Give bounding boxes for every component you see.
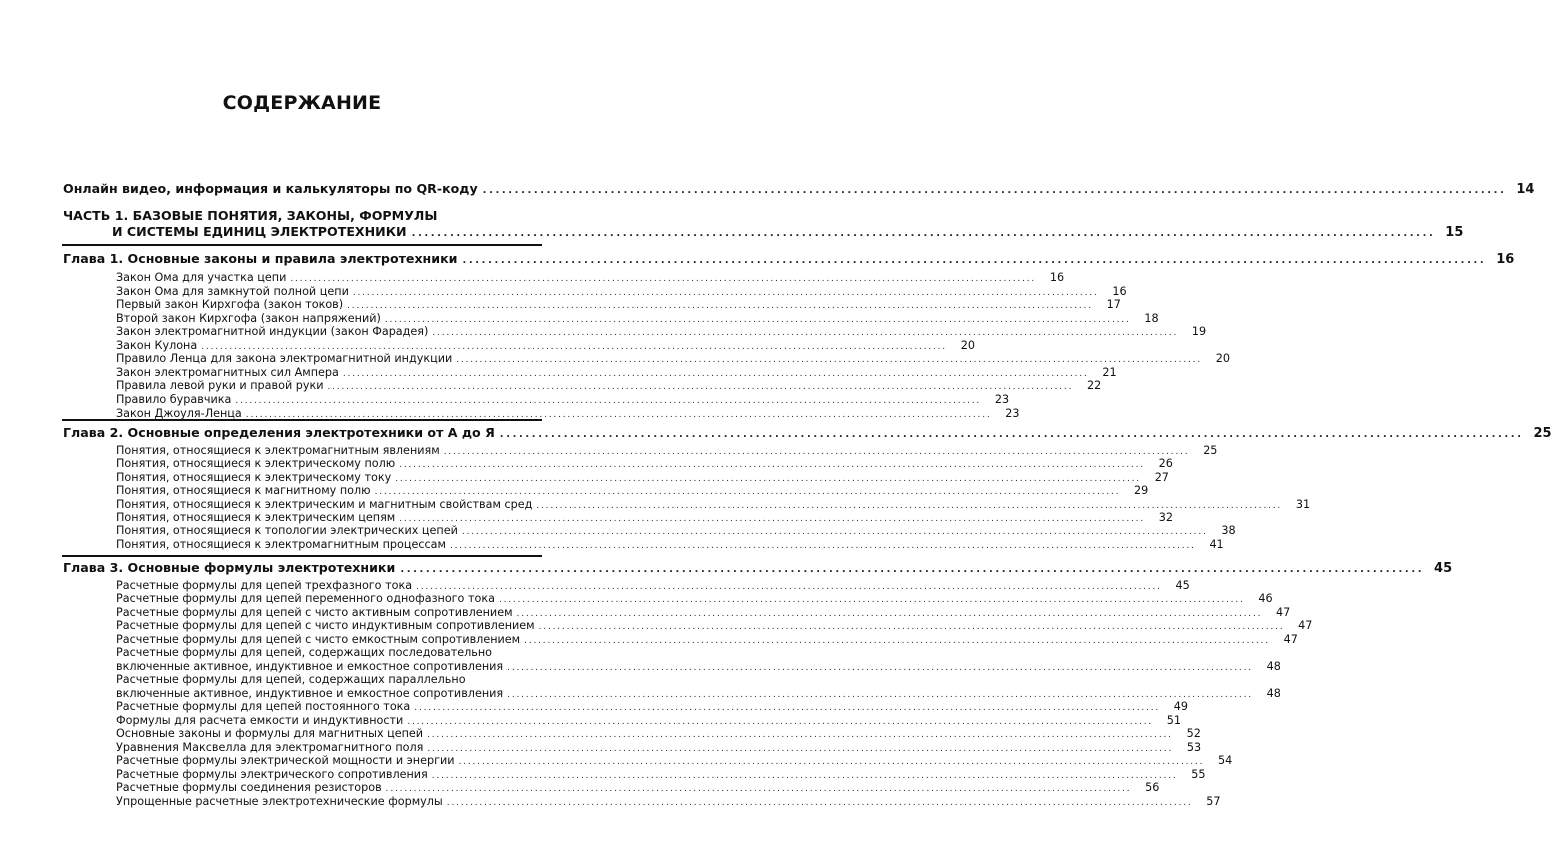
toc-item-label: Правило Ленца для закона электромагнитной индукции	[116, 352, 453, 366]
dot-leader: ................................................................................................................................................................	[290, 274, 1037, 284]
toc-item-label: Понятия, относящиеся к электрическим и магнитным свойствам сред	[116, 497, 533, 511]
chapter-page: 16	[1496, 252, 1515, 267]
dot-leader: ................................................................................................................................................................	[446, 797, 1193, 808]
toc-item[interactable]	[116, 740, 1202, 754]
toc-item-label: Формулы для расчета емкости и индуктивности	[116, 713, 404, 727]
toc-item-page: 49	[1173, 700, 1189, 714]
toc-item[interactable]	[116, 700, 1189, 714]
toc-item-line1: Расчетные формулы для цепей, содержащих параллельно	[116, 673, 466, 687]
toc-chapter-3[interactable]	[63, 560, 1453, 576]
toc-entry-qr[interactable]	[63, 181, 1535, 197]
toc-item[interactable]	[116, 325, 1207, 339]
toc-item-page: 54	[1218, 754, 1233, 768]
toc-item-page: 16	[1049, 271, 1065, 284]
toc-item[interactable]	[116, 511, 1173, 524]
toc-item[interactable]	[116, 605, 1291, 619]
part-title-line2: И СИСТЕМЫ ЕДИНИЦ ЭЛЕКТРОТЕХНИКИ	[112, 224, 407, 239]
dot-leader: ................................................................................................................................................................	[414, 703, 1161, 714]
chapter-label: Глава 1. Основные законы и правила электротехники	[63, 251, 458, 266]
toc-item-page: 41	[1209, 537, 1224, 551]
toc-chapter-2[interactable]	[63, 425, 1552, 441]
dot-leader: ................................................................................................................................................................	[235, 395, 982, 406]
toc-part-page: 15	[1445, 225, 1464, 240]
toc-entry-label: Онлайн видео, информация и калькуляторы по QR-коду	[63, 181, 478, 196]
dot-leader: ................................................................................................................................................................	[416, 582, 1162, 592]
toc-item[interactable]	[116, 781, 1160, 795]
toc-item-page: 55	[1191, 767, 1206, 781]
dot-leader: ................................................................................................................................................................	[431, 770, 1178, 781]
dot-leader: ................................................................................................................................................................	[524, 635, 1270, 646]
dot-leader: ................................................................................................................................................................	[407, 716, 1154, 727]
toc-item-line1: Расчетные формулы для цепей, содержащих последовательно	[116, 646, 493, 660]
toc-item-label: Понятия, относящиеся к электрическому полю	[116, 457, 396, 471]
toc-item-label: включенные активное, индуктивное и емкостное сопротивления	[116, 659, 504, 673]
toc-entry-page: 14	[1516, 182, 1535, 197]
dot-leader: ................................................................................................................................................................	[384, 314, 1131, 325]
toc-item[interactable]	[116, 271, 1065, 284]
toc-item-label: Расчетные формулы для цепей с чисто индуктивным сопротивлением	[116, 619, 535, 633]
part-title-line1: ЧАСТЬ 1. БАЗОВЫЕ ПОНЯТИЯ, ЗАКОНЫ, ФОРМУЛЫ	[63, 208, 438, 223]
toc-item-page: 56	[1145, 781, 1160, 795]
toc-item[interactable]	[116, 767, 1206, 781]
toc-item-label: Понятия, относящиеся к электромагнитным процессам	[116, 537, 446, 551]
toc-item-label: Закон Джоуля-Ленца	[116, 406, 242, 420]
toc-item-page: 22	[1087, 379, 1102, 393]
toc-item[interactable]	[116, 444, 1218, 457]
toc-item-label: Расчетные формулы соединения резисторов	[116, 781, 382, 795]
chapter-page: 45	[1434, 561, 1453, 576]
toc-item[interactable]	[116, 352, 1230, 366]
dot-leader: ................................................................................................................................................................	[443, 447, 1190, 457]
toc-item-page: 20	[960, 338, 975, 352]
divider-rule	[62, 419, 542, 421]
dot-leader: ................................................................................................................................................................	[427, 730, 1173, 741]
dot-leader: ................................................................................................................................................................	[461, 527, 1208, 538]
toc-item[interactable]	[116, 298, 1121, 312]
toc-item-label: Понятия, относящиеся к электромагнитным явлениям	[116, 444, 440, 457]
toc-item-label: Понятия, относящиеся к электрическому току	[116, 470, 392, 484]
toc-item-label: Закон электромагнитной индукции (закон Фарадея)	[116, 325, 429, 339]
dot-leader: ................................................................................................................................................................	[347, 301, 1093, 312]
dot-leader: ................................................................................................................................................................	[516, 608, 1263, 619]
toc-item[interactable]	[116, 497, 1311, 511]
dot-leader: ................................................................................................................................................................	[499, 429, 1524, 440]
toc-item-page: 19	[1191, 325, 1207, 339]
toc-item-page: 45	[1175, 579, 1190, 592]
chapter-label: Глава 2. Основные определения электротехники от А до Я	[63, 425, 495, 440]
dot-leader: ................................................................................................................................................................	[536, 500, 1283, 511]
dot-leader: ................................................................................................................................................................	[482, 185, 1507, 196]
toc-item-page: 38	[1221, 524, 1236, 538]
toc-item[interactable]	[116, 311, 1159, 325]
toc-item[interactable]	[116, 524, 1236, 538]
dot-leader: ................................................................................................................................................................	[245, 409, 992, 420]
dot-leader: ................................................................................................................................................................	[507, 662, 1253, 673]
toc-item-label: Расчетные формулы электрической мощности и энергии	[116, 754, 455, 768]
toc-item-label: Первый закон Кирхгофа (закон токов)	[116, 298, 344, 312]
toc-part-1-line2[interactable]	[112, 224, 1464, 240]
toc-item[interactable]	[116, 365, 1117, 379]
dot-leader: ................................................................................................................................................................	[399, 514, 1145, 524]
toc-item-label: Расчетные формулы для цепей с чисто активным сопротивлением	[116, 605, 513, 619]
dot-leader: ................................................................................................................................................................	[374, 487, 1121, 498]
dot-leader: ................................................................................................................................................................	[427, 743, 1174, 754]
toc-item-page: 17	[1106, 298, 1121, 312]
toc-item[interactable]	[116, 470, 1169, 484]
dot-leader: ................................................................................................................................................................	[399, 460, 1145, 471]
divider-rule	[62, 244, 542, 246]
toc-item-page: 47	[1298, 619, 1313, 633]
toc-item[interactable]	[116, 457, 1173, 471]
toc-item-page: 46	[1258, 592, 1273, 606]
dot-leader: ................................................................................................................................................................	[449, 540, 1196, 551]
toc-item-page: 16	[1112, 284, 1127, 298]
dot-leader: ................................................................................................................................................................	[327, 382, 1074, 393]
toc-item[interactable]	[116, 579, 1190, 592]
toc-item-page: 27	[1154, 470, 1169, 484]
dot-leader: ................................................................................................................................................................	[385, 784, 1132, 795]
toc-item-label: Упрощенные расчетные электротехнические формулы	[116, 794, 443, 808]
toc-item[interactable]	[116, 632, 1298, 646]
toc-item-page: 21	[1102, 365, 1117, 379]
toc-item[interactable]	[116, 754, 1233, 768]
toc-item-page: 20	[1215, 352, 1230, 366]
toc-item-label: Расчетные формулы электрического сопротивления	[116, 767, 428, 781]
toc-item-label: Понятия, относящиеся к электрическим цепям	[116, 511, 396, 524]
toc-item[interactable]	[116, 619, 1313, 633]
toc-item-label: Закон Ома для замкнутой полной цепи	[116, 284, 349, 298]
toc-item[interactable]	[116, 794, 1221, 808]
toc-item-page: 32	[1158, 511, 1173, 524]
dot-leader: ................................................................................................................................................................	[458, 757, 1205, 768]
dot-leader: ................................................................................................................................................................	[432, 328, 1179, 339]
page-title: СОДЕРЖАНИЕ	[222, 92, 382, 114]
dot-leader: ................................................................................................................................................................	[462, 255, 1487, 266]
dot-leader: ................................................................................................................................................................	[456, 355, 1202, 366]
toc-item-page: 47	[1283, 632, 1298, 646]
toc-item-page: 23	[1005, 406, 1020, 420]
toc-item-label: Закон Ома для участка цепи	[116, 271, 287, 284]
toc-item[interactable]	[116, 713, 1182, 727]
toc-item[interactable]	[116, 379, 1102, 393]
toc-item-label: Расчетные формулы для цепей постоянного тока	[116, 700, 411, 714]
dot-leader: ................................................................................................................................................................	[400, 564, 1425, 575]
toc-item-page: 18	[1144, 311, 1159, 325]
toc-item[interactable]	[116, 686, 1281, 700]
toc-item[interactable]	[116, 659, 1281, 673]
dot-leader: ................................................................................................................................................................	[411, 228, 1436, 239]
toc-item-label: Расчетные формулы для цепей с чисто емкостным сопротивлением	[116, 632, 521, 646]
dot-leader: ................................................................................................................................................................	[507, 689, 1253, 700]
chapter-page: 25	[1533, 426, 1552, 441]
toc-item-label: Закон Кулона	[116, 338, 198, 352]
divider-rule	[62, 555, 542, 557]
toc-item-page: 29	[1134, 484, 1149, 498]
toc-item-page: 48	[1266, 659, 1281, 673]
toc-item-label: Уравнения Максвелла для электромагнитного поля	[116, 740, 424, 754]
toc-item-page: 25	[1203, 444, 1218, 457]
toc-item-page: 48	[1266, 686, 1281, 700]
dot-leader: ................................................................................................................................................................	[342, 368, 1089, 379]
toc-item-page: 53	[1186, 740, 1202, 754]
toc-item-page: 57	[1206, 794, 1221, 808]
toc-item-label: Расчетные формулы для цепей переменного однофазного тока	[116, 592, 495, 606]
toc-item-label: Понятия, относящиеся к топологии электрических цепей	[116, 524, 458, 538]
toc-item-label: включенные активное, индуктивное и емкостное сопротивления	[116, 686, 504, 700]
chapter-label: Глава 3. Основные формулы электротехники	[63, 560, 396, 575]
toc-item[interactable]	[116, 537, 1224, 551]
toc-item-label: Понятия, относящиеся к магнитному полю	[116, 484, 371, 498]
toc-item[interactable]	[116, 338, 975, 352]
toc-item-label: Правило буравчика	[116, 392, 232, 406]
toc-item-page: 23	[994, 392, 1010, 406]
toc-chapter-1[interactable]	[63, 251, 1515, 267]
toc-item[interactable]	[116, 406, 1020, 420]
toc-item[interactable]	[116, 392, 1010, 406]
toc-item[interactable]	[116, 727, 1201, 741]
toc-item-page: 47	[1276, 605, 1291, 619]
toc-item-page: 51	[1166, 713, 1182, 727]
toc-item-label: Второй закон Кирхгофа (закон напряжений)	[116, 311, 381, 325]
toc-item-page: 26	[1158, 457, 1173, 471]
toc-item[interactable]	[116, 284, 1127, 298]
toc-item-page: 31	[1295, 497, 1311, 511]
toc-item-page: 52	[1186, 727, 1201, 741]
dot-leader: ................................................................................................................................................................	[538, 622, 1285, 633]
toc-item[interactable]	[116, 592, 1273, 606]
dot-leader: ................................................................................................................................................................	[395, 473, 1141, 484]
toc-item-label: Закон электромагнитных сил Ампера	[116, 365, 339, 379]
toc-item-label: Расчетные формулы для цепей трехфазного тока	[116, 579, 413, 592]
dot-leader: ................................................................................................................................................................	[498, 595, 1245, 606]
toc-item-label: Правила левой руки и правой руки	[116, 379, 324, 393]
dot-leader: ................................................................................................................................................................	[201, 341, 947, 352]
dot-leader: ................................................................................................................................................................	[352, 287, 1099, 298]
toc-item-label: Основные законы и формулы для магнитных цепей	[116, 727, 424, 741]
toc-item[interactable]	[116, 484, 1149, 498]
